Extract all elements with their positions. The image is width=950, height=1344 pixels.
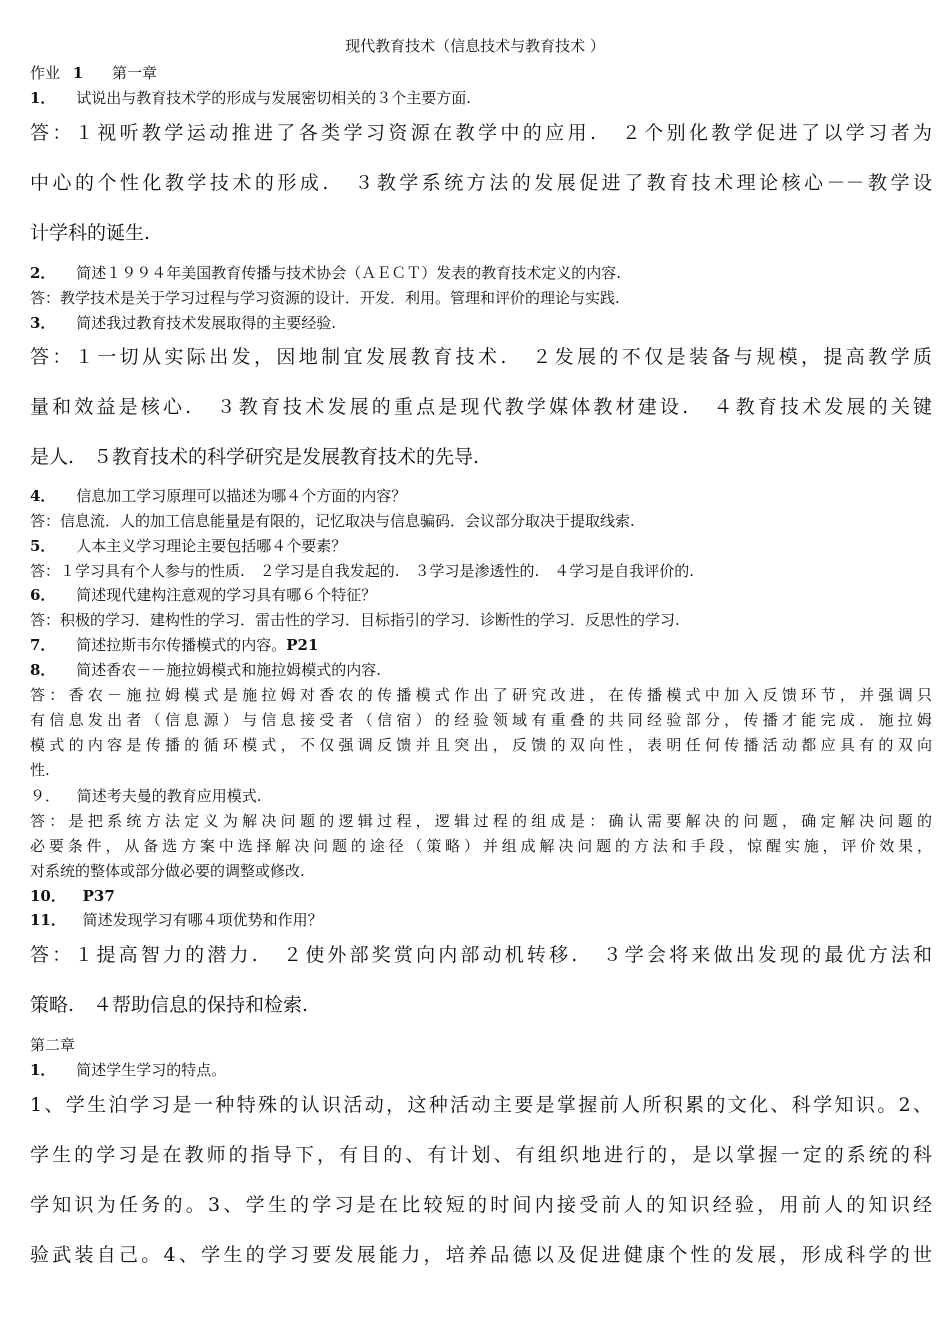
page-reference: P21 bbox=[286, 636, 319, 654]
question-number: 11． bbox=[30, 911, 66, 929]
question-number: 5． bbox=[30, 537, 56, 555]
question-number: 4． bbox=[30, 487, 56, 505]
question-number: 8． bbox=[30, 661, 56, 679]
question-4 bbox=[30, 486, 406, 506]
question-number: 2． bbox=[30, 264, 56, 282]
question-number: 6． bbox=[30, 586, 56, 604]
chapter-2-answer-1-line: 学生的学习是在教师的指导下，有目的、有计划、有组织地进行的，是以掌握一定的系统的科 bbox=[30, 1144, 932, 1166]
chapter-2-answer-1-line: 学知识为任务的。3、学生的学习是在比较短的时间内接受前人的知识经验，用前人的知识经 bbox=[30, 1194, 932, 1216]
question-7 bbox=[30, 635, 318, 655]
answer-1-line: 计学科的诞生. bbox=[30, 222, 151, 244]
answer-3-line: 是人. ５教育技术的科学研究是发展教育技术的先导. bbox=[30, 446, 480, 468]
answer-8-line: 有信息发出者（信息源）与信息接受者（信宿）的经验领域有重叠的共同经验部分，传播才能完成．施拉姆 bbox=[30, 711, 932, 729]
question-number: 10． bbox=[30, 887, 66, 905]
answer-1-line: 中心的个性化教学技术的形成. ３教学系统方法的发展促进了教育技术理论核心－－教学设 bbox=[30, 172, 932, 194]
question-text: 简述现代建构注意观的学习具有哪６个特征？ bbox=[76, 586, 377, 604]
question-11 bbox=[30, 910, 323, 930]
question-6 bbox=[30, 585, 376, 605]
answer-11-line: 答：１提高智力的潜力. ２使外部奖赏向内部动机转移. ３学会将来做出发现的最优方法和 bbox=[30, 944, 932, 966]
chapter-one-heading: 第一章 bbox=[112, 64, 158, 82]
answer-8-line: 答：香农－施拉姆模式是施拉姆对香农的传播模式作出了研究改进，在传播模式中加入反馈环节，并强调只 bbox=[30, 686, 932, 704]
homework-label: 作业 bbox=[30, 64, 61, 82]
answer-3-line: 量和效益是核心. ３教育技术发展的重点是现代教学媒体教材建设. ４教育技术发展的关键 bbox=[30, 396, 932, 418]
answer-8-line: 模式的内容是传播的循环模式，不仅强调反馈并且突出，反馈的双向性，表明任何传播活动都应具有的双向 bbox=[30, 736, 932, 754]
answer-2: 答：教学技术是关于学习过程与学习资源的设计．开发．利用。管理和评价的理论与实践. bbox=[30, 289, 620, 307]
question-5 bbox=[30, 536, 346, 556]
chapter-2-question-1 bbox=[30, 1060, 226, 1080]
chapter-2-answer-1-line: 1、学生泊学习是一种特殊的认识活动，这种活动主要是掌握前人所积累的文化、科学知识。2、 bbox=[30, 1094, 932, 1116]
question-text: 简述１９９４年美国教育传播与技术协会（ＡＥＣＴ）发表的教育技术定义的内容. bbox=[76, 264, 621, 282]
chapter-two-heading: 第二章 bbox=[30, 1036, 76, 1054]
question-3 bbox=[30, 313, 336, 333]
question-number: 1． bbox=[30, 1061, 56, 1079]
question-2 bbox=[30, 263, 621, 283]
question-number: 7． bbox=[30, 636, 56, 654]
homework-heading bbox=[30, 63, 157, 83]
answer-11-line: 策略. ４帮助信息的保持和检索. bbox=[30, 994, 309, 1016]
question-8 bbox=[30, 660, 381, 680]
answer-1-line: 答：１视听教学运动推进了各类学习资源在教学中的应用. ２个别化教学促进了以学习者为 bbox=[30, 122, 932, 144]
answer-3-line: 答：１一切从实际出发，因地制宜发展教育技术. ２发展的不仅是装备与规模，提高教学质 bbox=[30, 346, 932, 368]
question-9 bbox=[30, 786, 262, 806]
question-text: 简述我过教育技术发展取得的主要经验. bbox=[76, 314, 336, 332]
answer-4: 答：信息流．人的加工信息能量是有限的，记忆取决与信息骗码．会议部分取决于提取线索. bbox=[30, 512, 635, 530]
question-10 bbox=[30, 886, 115, 906]
document-title: 现代教育技术（信息技术与教育技术 ） bbox=[345, 37, 605, 55]
question-text: 试说出与教育技术学的形成与发展密切相关的３个主要方面. bbox=[76, 89, 471, 107]
answer-9-line: 答：是把系统方法定义为解决问题的逻辑过程，逻辑过程的组成是：确认需要解决的问题，确定解决问题的 bbox=[30, 812, 932, 830]
question-1 bbox=[30, 88, 471, 108]
homework-number: 1 bbox=[72, 64, 84, 82]
answer-6: 答：积极的学习．建构性的学习．雷击性的学习．目标指引的学习．诊断性的学习．反思性的学习. bbox=[30, 611, 680, 629]
question-text: 简述香农－－施拉姆模式和施拉姆模式的内容. bbox=[76, 661, 381, 679]
question-text: 简述发现学习有哪４项优势和作用？ bbox=[82, 911, 323, 929]
question-text: 简述考夫曼的教育应用模式. bbox=[76, 787, 262, 805]
question-text: 信息加工学习原理可以描述为哪４个方面的内容？ bbox=[76, 487, 407, 505]
question-number: 3． bbox=[30, 314, 56, 332]
question-number: ９． bbox=[30, 787, 61, 805]
answer-9-line: 必要条件，从备选方案中选择解决问题的途径（策略）并组成解决问题的方法和手段，惊醒实施，评价效果， bbox=[30, 837, 932, 855]
answer-5: 答：１学习具有个人参与的性质. ２学习是自我发起的. ３学习是渗透性的. ４学习是自我评价的. bbox=[30, 562, 695, 580]
answer-9-line: 对系统的整体或部分做必要的调整或修改. bbox=[30, 862, 305, 880]
chapter-2-answer-1-line: 验武装自己。4、学生的学习要发展能力，培养品德以及促进健康个性的发展，形成科学的世 bbox=[30, 1244, 932, 1266]
answer-8-line: 性. bbox=[30, 761, 50, 779]
question-text: 简述拉斯韦尔传播模式的内容。 bbox=[76, 636, 287, 654]
question-text: 简述学生学习的特点。 bbox=[76, 1061, 227, 1079]
question-number: 1． bbox=[30, 89, 56, 107]
page-reference: P37 bbox=[82, 887, 115, 905]
question-text: 人本主义学习理论主要包括哪４个要素？ bbox=[76, 537, 347, 555]
